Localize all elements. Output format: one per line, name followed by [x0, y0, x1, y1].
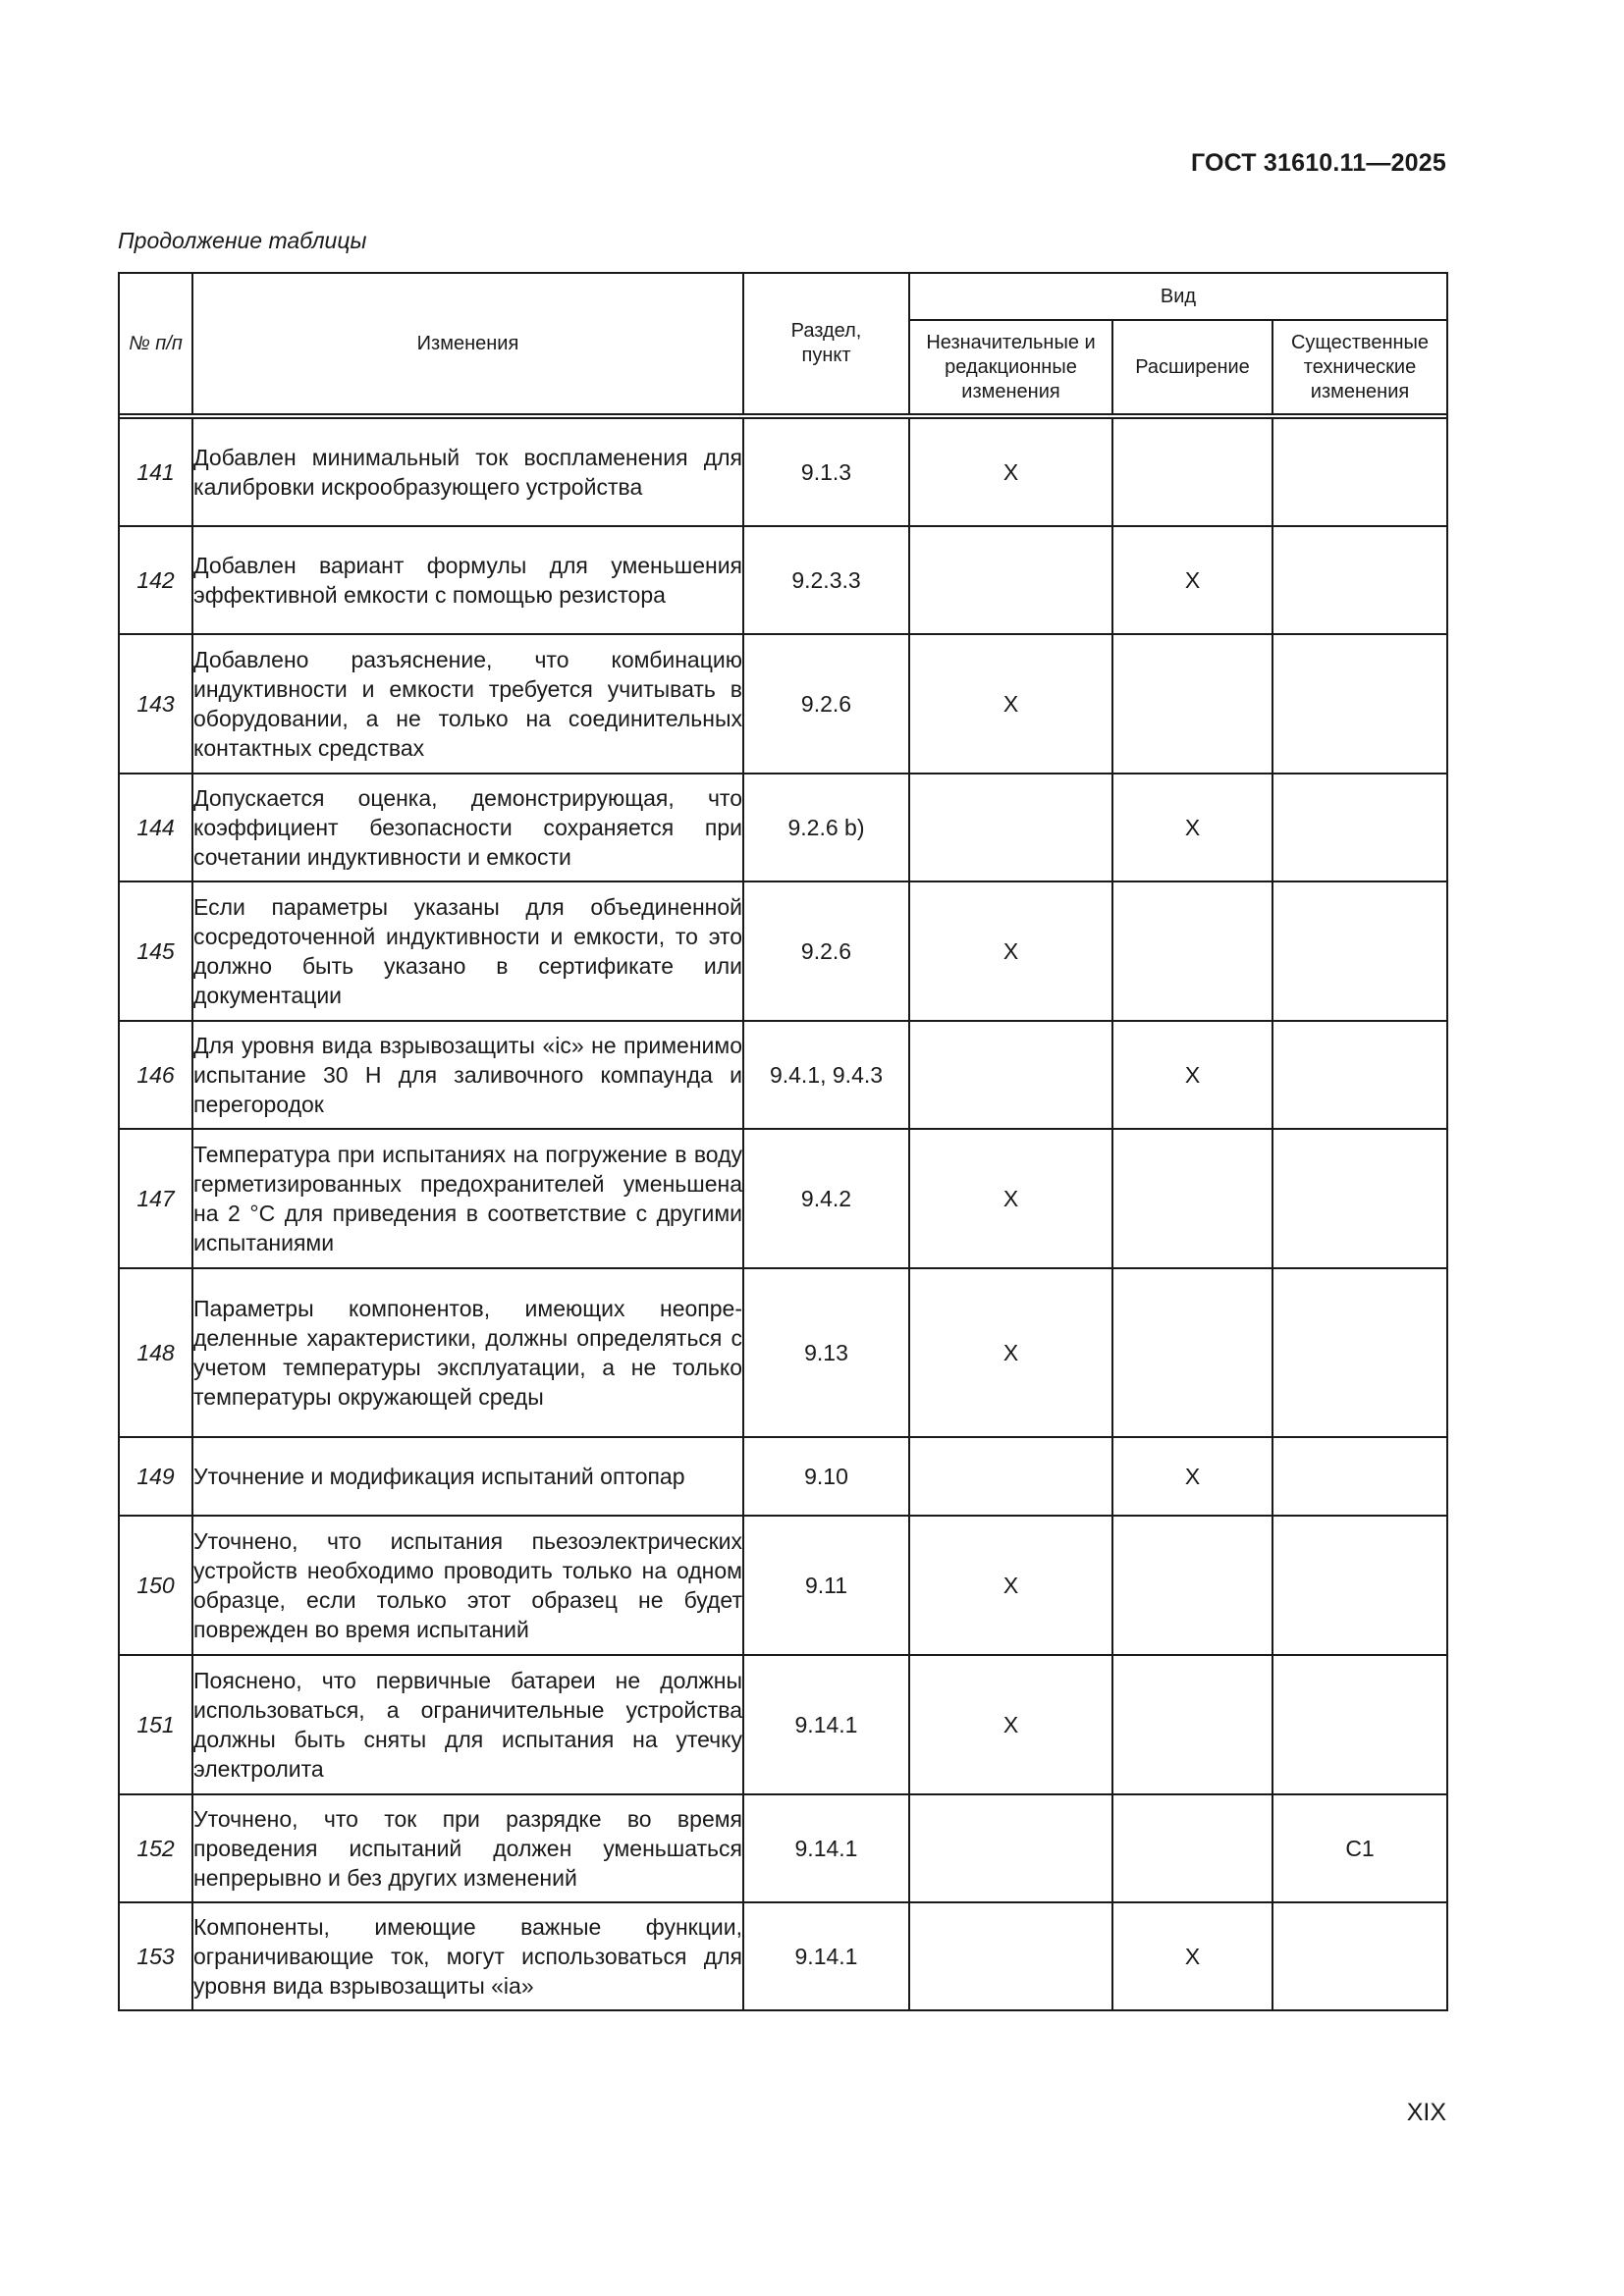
row-section: 9.2.6 b)	[743, 774, 909, 881]
row-minor-mark: X	[909, 418, 1112, 526]
row-major-mark	[1272, 634, 1447, 774]
row-number: 149	[119, 1437, 192, 1516]
row-section: 9.4.1, 9.4.3	[743, 1021, 909, 1129]
row-change-text: Если параметры указаны для объединенной сосредоточенной индуктивности и емкости, то это должно быть указано в сертификате или документации	[192, 881, 743, 1021]
row-minor-mark	[909, 526, 1112, 634]
row-minor-mark: X	[909, 634, 1112, 774]
changes-table	[118, 272, 1448, 2011]
row-minor-mark	[909, 1794, 1112, 1902]
row-extension-mark	[1112, 1129, 1272, 1268]
header-changes: Изменения	[192, 273, 743, 414]
row-number: 146	[119, 1021, 192, 1129]
row-number: 141	[119, 418, 192, 526]
row-minor-mark	[909, 1021, 1112, 1129]
row-number: 147	[119, 1129, 192, 1268]
row-major-mark	[1272, 1516, 1447, 1655]
table-body	[119, 414, 1447, 2010]
table-row	[119, 774, 1447, 881]
row-section: 9.11	[743, 1516, 909, 1655]
row-extension-mark: X	[1112, 1021, 1272, 1129]
table-caption: Продолжение таблицы	[118, 228, 367, 253]
row-change-text: Пояснено, что первичные батареи не должны использоваться, а ограничительные устройства должны быть сняты для испытания на утечку электролита	[192, 1655, 743, 1794]
row-change-text: Для уровня вида взрывозащиты «ic» не применимо испытание 30 Н для заливочного компаунда и перегородок	[192, 1021, 743, 1129]
row-minor-mark: X	[909, 1268, 1112, 1437]
row-major-mark	[1272, 418, 1447, 526]
row-major-mark	[1272, 881, 1447, 1021]
row-extension-mark: X	[1112, 774, 1272, 881]
row-minor-mark: X	[909, 1655, 1112, 1794]
row-section: 9.13	[743, 1268, 909, 1437]
header-extension: Расширение	[1112, 320, 1272, 414]
row-section: 9.14.1	[743, 1902, 909, 2010]
row-minor-mark	[909, 1437, 1112, 1516]
row-minor-mark	[909, 1902, 1112, 2010]
row-number: 145	[119, 881, 192, 1021]
page-number: XIX	[1406, 2099, 1446, 2126]
row-section: 9.14.1	[743, 1794, 909, 1902]
row-major-mark	[1272, 1655, 1447, 1794]
row-section: 9.4.2	[743, 1129, 909, 1268]
row-minor-mark	[909, 774, 1112, 881]
row-extension-mark	[1112, 418, 1272, 526]
row-major-mark	[1272, 1902, 1447, 2010]
row-number: 144	[119, 774, 192, 881]
row-extension-mark	[1112, 1516, 1272, 1655]
header-kind: Вид	[909, 273, 1447, 320]
row-section: 9.2.3.3	[743, 526, 909, 634]
row-extension-mark	[1112, 1268, 1272, 1437]
header-section: Раздел, пункт	[743, 273, 909, 414]
table-row	[119, 634, 1447, 774]
row-number: 152	[119, 1794, 192, 1902]
row-major-mark	[1272, 1021, 1447, 1129]
table-row	[119, 1129, 1447, 1268]
row-change-text: Добавлено разъяснение, что комбинацию индуктивности и емкости требуется учитывать в оборудовании, а не только на соединительных контактных средствах	[192, 634, 743, 774]
row-major-mark	[1272, 526, 1447, 634]
row-extension-mark: X	[1112, 526, 1272, 634]
row-number: 143	[119, 634, 192, 774]
row-change-text: Компоненты, имеющие важные функции, ограничивающие ток, могут использоваться для уровня вида взрывозащиты «ia»	[192, 1902, 743, 2010]
row-number: 142	[119, 526, 192, 634]
row-section: 9.10	[743, 1437, 909, 1516]
row-extension-mark: X	[1112, 1902, 1272, 2010]
header-major: Существенные технические изменения	[1272, 320, 1447, 414]
header-minor: Незначительные и редакционные изменения	[909, 320, 1112, 414]
row-major-mark	[1272, 1437, 1447, 1516]
row-number: 148	[119, 1268, 192, 1437]
row-change-text: Уточнено, что испытания пьезоэлектрических устройств необходимо проводить только на одном образце, если только этот образец не будет поврежден во время испытаний	[192, 1516, 743, 1655]
row-change-text: Уточнение и модификация испытаний оптопар	[192, 1437, 743, 1516]
row-extension-mark	[1112, 1794, 1272, 1902]
table-row	[119, 1655, 1447, 1794]
row-number: 151	[119, 1655, 192, 1794]
row-extension-mark: X	[1112, 1437, 1272, 1516]
row-change-text: Добавлен минимальный ток воспламенения для калибровки искрообразующего устройства	[192, 418, 743, 526]
row-minor-mark: X	[909, 1516, 1112, 1655]
row-extension-mark	[1112, 1655, 1272, 1794]
row-change-text: Добавлен вариант формулы для уменьшения эффективной емкости с помощью резистора	[192, 526, 743, 634]
table-row	[119, 1021, 1447, 1129]
row-major-mark: C1	[1272, 1794, 1447, 1902]
row-major-mark	[1272, 1268, 1447, 1437]
table-row	[119, 1268, 1447, 1437]
row-minor-mark: X	[909, 1129, 1112, 1268]
table-row	[119, 526, 1447, 634]
row-major-mark	[1272, 1129, 1447, 1268]
row-major-mark	[1272, 774, 1447, 881]
row-change-text: Температура при испытаниях на погружение в воду герметизированных предохранителей уменьшена на 2 °С для приведения в соответствие с другими испытаниями	[192, 1129, 743, 1268]
row-section: 9.14.1	[743, 1655, 909, 1794]
table-row	[119, 881, 1447, 1021]
row-extension-mark	[1112, 634, 1272, 774]
row-minor-mark: X	[909, 881, 1112, 1021]
row-section: 9.2.6	[743, 881, 909, 1021]
row-section: 9.2.6	[743, 634, 909, 774]
header-number: № п/п	[119, 273, 192, 414]
row-extension-mark	[1112, 881, 1272, 1021]
row-change-text: Параметры компонентов, имеющих неопределенные характеристики, должны определяться с учетом температуры эксплуатации, а не только температуры окружающей среды	[192, 1268, 743, 1437]
table-row	[119, 418, 1447, 526]
row-number: 150	[119, 1516, 192, 1655]
row-section: 9.1.3	[743, 418, 909, 526]
table-row	[119, 1902, 1447, 2010]
row-change-text: Уточнено, что ток при разрядке во время проведения испытаний должен уменьшаться непрерывно и без других изменений	[192, 1794, 743, 1902]
document-code: ГОСТ 31610.11—2025	[1190, 149, 1446, 177]
table-row	[119, 1516, 1447, 1655]
row-number: 153	[119, 1902, 192, 2010]
table-row	[119, 1437, 1447, 1516]
table-row	[119, 1794, 1447, 1902]
row-change-text: Допускается оценка, демонстрирующая, что коэффициент безопасности сохраняется при сочетании индуктивности и емкости	[192, 774, 743, 881]
